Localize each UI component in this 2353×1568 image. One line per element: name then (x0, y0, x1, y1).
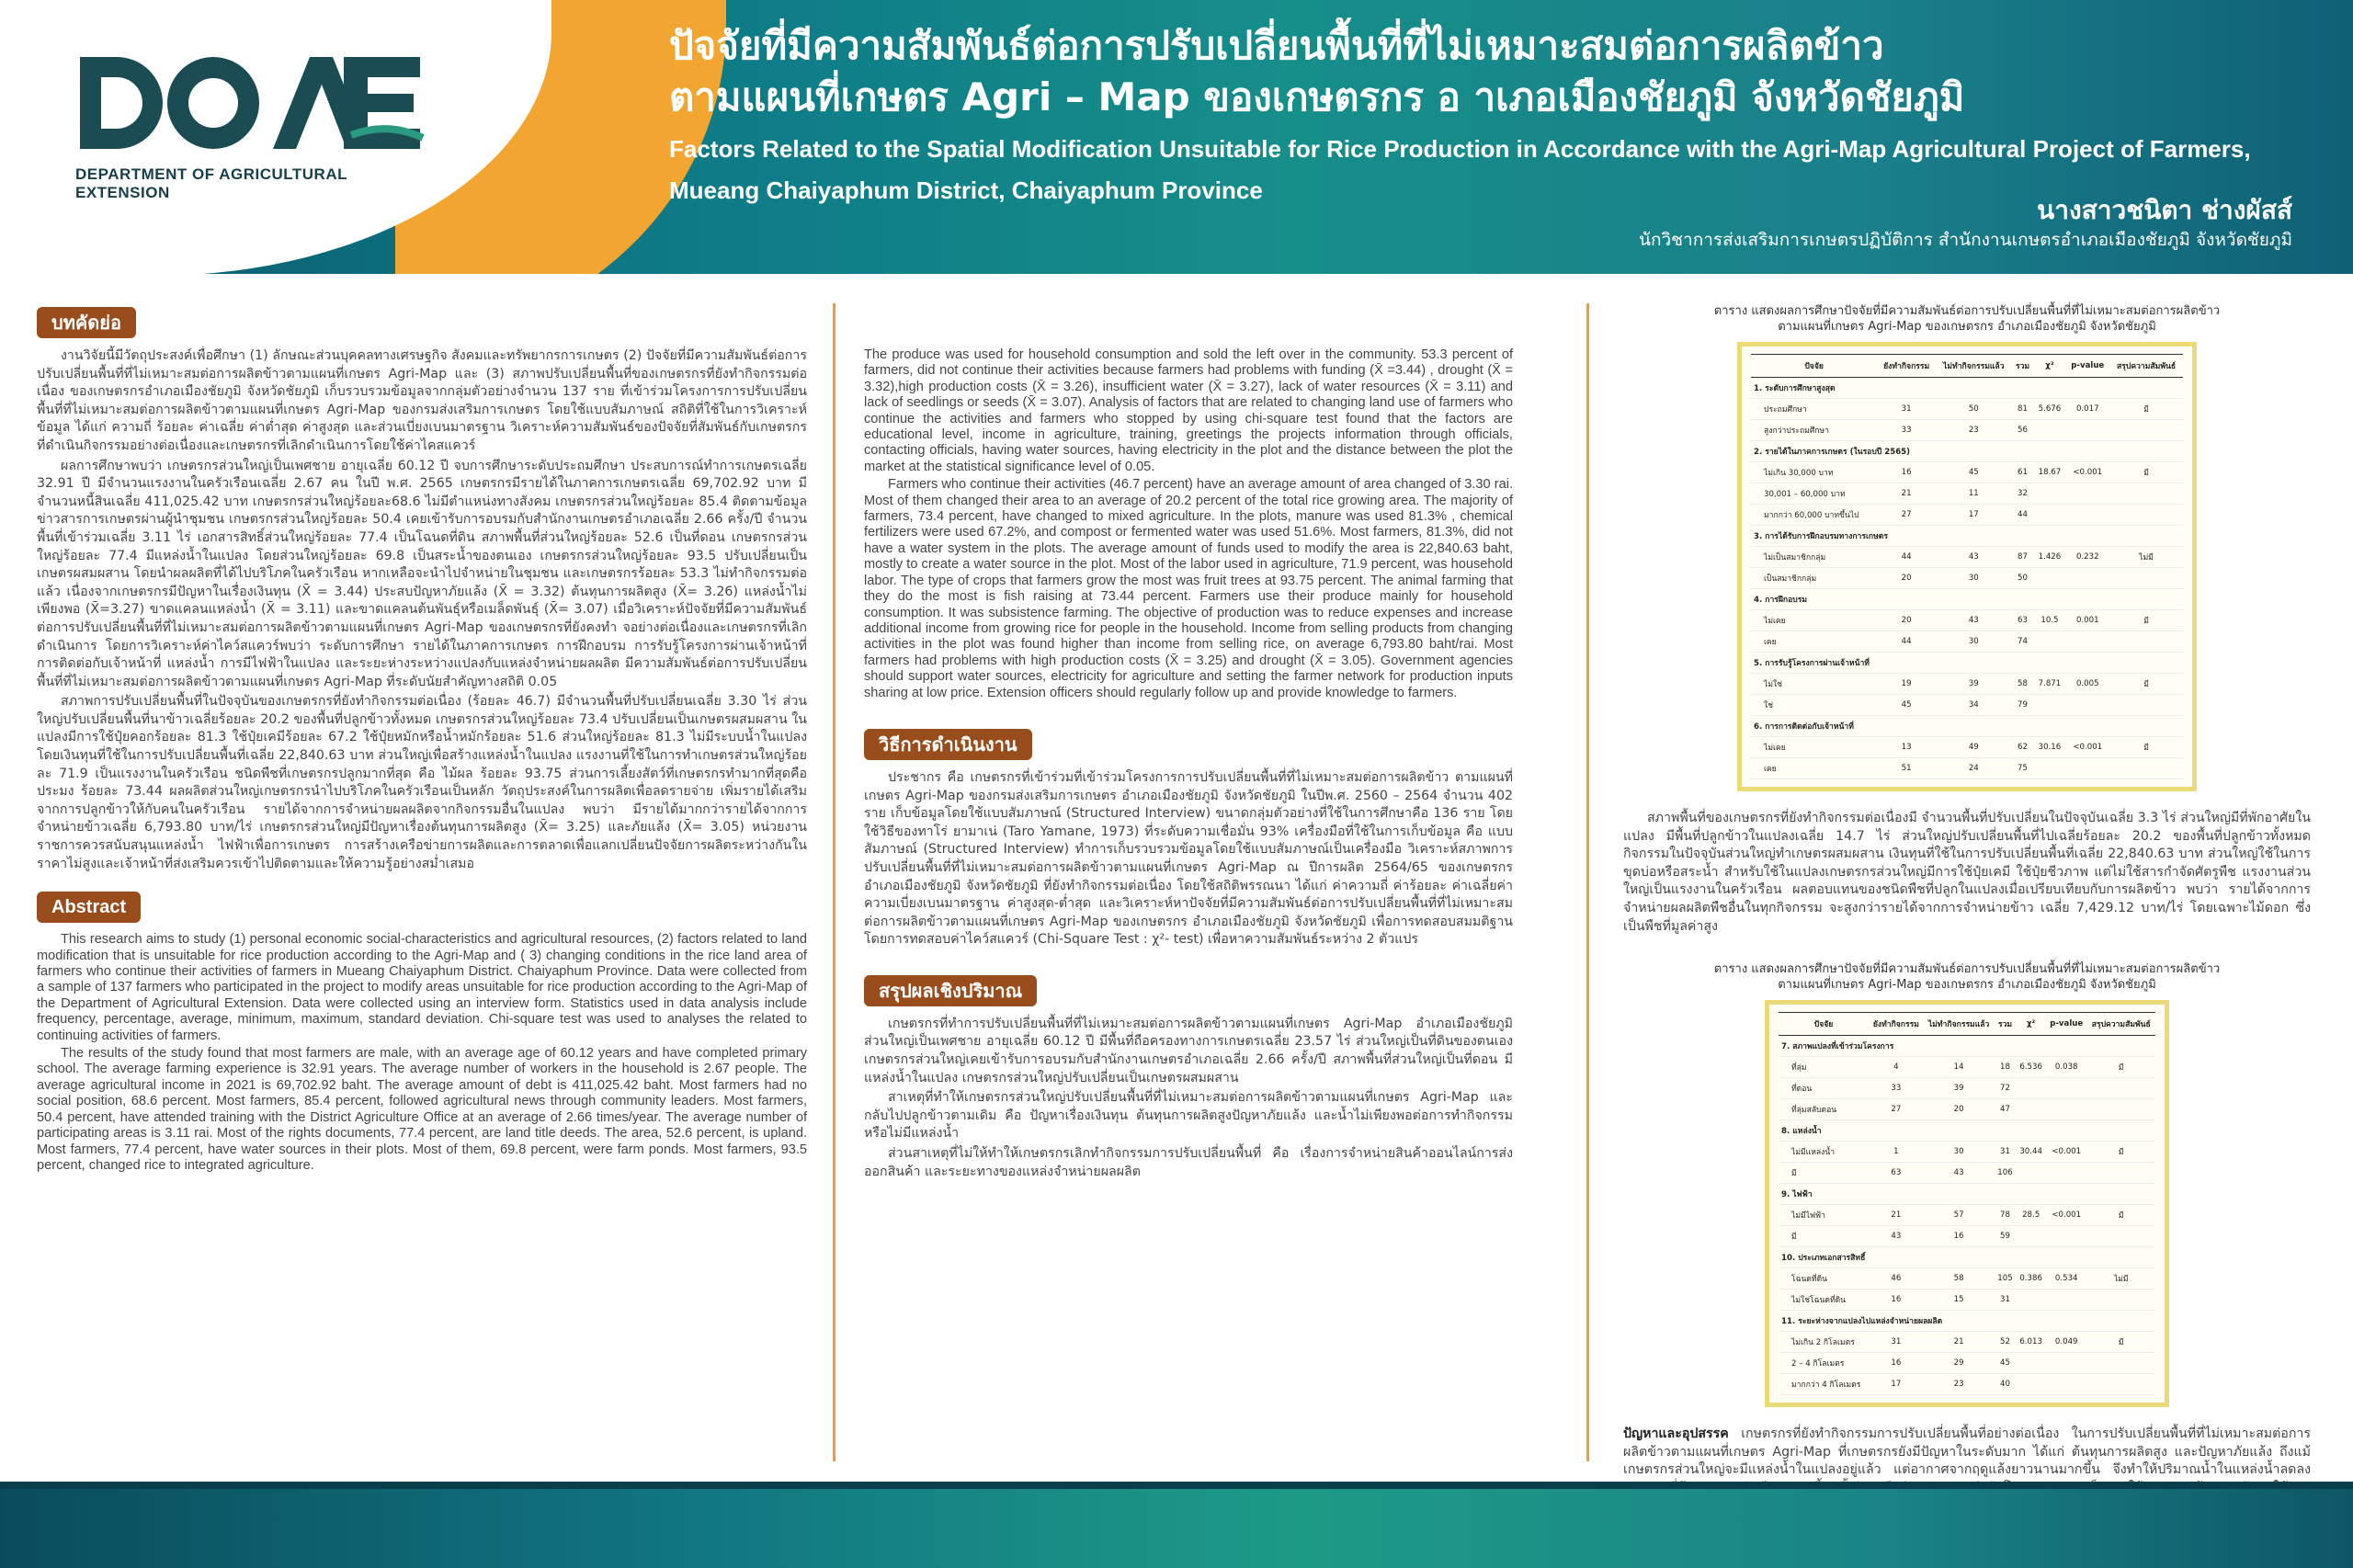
logo-caption: DEPARTMENT OF AGRICULTURAL EXTENSION (75, 165, 347, 201)
table-1-group-row (1751, 716, 2183, 737)
column-divider-1 (833, 303, 835, 1461)
column-middle (864, 303, 1513, 1183)
table-1-cell: 79 (2012, 695, 2034, 716)
table-2-group-label: 8. แหล่งน้ำ (1779, 1120, 2155, 1142)
table-1-cell: 31 (1877, 399, 1936, 420)
table-1-cell (2109, 568, 2183, 589)
table-1-cell: 51 (1877, 758, 1936, 779)
table-2-cell: 46 (1869, 1268, 1924, 1290)
table-1-group-label: 6. การการติดต่อกับเจ้าหน้าที่ (1751, 716, 2183, 737)
table-2-header-cell: p-value (2046, 1013, 2087, 1036)
author-block (1639, 195, 2292, 252)
table-2-header-cell: χ² (2016, 1013, 2046, 1036)
table-1-cell: เคย (1751, 758, 1877, 779)
table-2-cell: 28.5 (2016, 1205, 2046, 1226)
table-1-cell: 63 (2012, 610, 2034, 631)
table-1-cell (2065, 568, 2109, 589)
table-2-row (1779, 1163, 2155, 1184)
table-2-cell: มี (1779, 1226, 1869, 1247)
table-2-cell (2087, 1353, 2155, 1374)
title-thai-line-1: ปัจจัยที่มีความสัมพันธ์ต่อการปรับเปลี่ยนพื้นที่ที่ไม่เหมาะสมต่อการผลิตข้าว (669, 23, 1884, 68)
table-1-cell: 30 (1936, 568, 2011, 589)
table-1-cell (2065, 505, 2109, 526)
table-2-row (1779, 1142, 2155, 1163)
table-1-cell (2109, 758, 2183, 779)
table-1-cell: <0.001 (2065, 462, 2109, 483)
table-2-cell: 4 (1869, 1057, 1924, 1078)
table-1-cell (2109, 483, 2183, 505)
table-2-cell (2046, 1078, 2087, 1099)
table-1-cell: 50 (1936, 399, 2011, 420)
table-1-cell: 33 (1877, 420, 1936, 441)
section-title-abstract-en: Abstract (37, 892, 141, 923)
table-1-cell: 19 (1877, 674, 1936, 695)
table-2-group-label: 11. ระยะห่างจากแปลงไปแหล่งจำหน่ายผลผลิต (1779, 1311, 2155, 1332)
table-2-cell: 106 (1995, 1163, 2017, 1184)
table-2-row (1779, 1099, 2155, 1120)
table-1-cell (2034, 483, 2066, 505)
table-1-group-label: 5. การรับรู้โครงการผ่านเจ้าหน้าที่ (1751, 653, 2183, 674)
table-2-cell: 0.049 (2046, 1332, 2087, 1353)
table-2-cell (2087, 1290, 2155, 1311)
table-1-cell: ไม่เคย (1751, 737, 1877, 758)
table-1-cell (2034, 695, 2066, 716)
table-2-cell: <0.001 (2046, 1142, 2087, 1163)
table-2-cell: ไม่มี (2087, 1268, 2155, 1290)
table-1-cell: มี (2109, 610, 2183, 631)
table-1-cell (2065, 483, 2109, 505)
table-2-cell: 57 (1924, 1205, 1995, 1226)
table-2-cell: 21 (1869, 1205, 1924, 1226)
table-1-cell: 0.232 (2065, 547, 2109, 568)
table-2-header-cell: สรุปความสัมพันธ์ (2087, 1013, 2155, 1036)
table-1-header-cell: สรุปความสัมพันธ์ (2109, 355, 2183, 378)
table-1-row (1751, 505, 2183, 526)
table-2-cell (2016, 1374, 2046, 1395)
table-2-caption-line-2: ตามแผนที่เกษตร Agri-Map ของเกษตรกร อำเภอเมืองชัยภูมิ จังหวัดชัยภูมิ (1778, 978, 2156, 993)
table-2-cell: ที่ดอน (1779, 1078, 1869, 1099)
table-1-group-label: 2. รายได้ในภาคการเกษตร (ในรอบปี 2565) (1751, 441, 2183, 462)
table-2-cell: 39 (1924, 1078, 1995, 1099)
table-2-cell: <0.001 (2046, 1205, 2087, 1226)
table-1-cell: ประถมศึกษา (1751, 399, 1877, 420)
table-2-row (1779, 1332, 2155, 1353)
poster-footer (0, 1482, 2353, 1568)
table-1-group-row (1751, 526, 2183, 547)
title-block (669, 20, 2324, 206)
table-2-header-cell: รวม (1995, 1013, 2017, 1036)
column-left (37, 303, 807, 1176)
table-1-caption-line-1: ตาราง แสดงผลการศึกษาปัจจัยที่มีความสัมพันธ์ต่อการปรับเปลี่ยนพื้นที่ที่ไม่เหมาะสมต่อการผลิตข้าว (1713, 304, 2221, 318)
table-2-cell: 20 (1924, 1099, 1995, 1120)
abstract-th-paragraph-2: ผลการศึกษาพบว่า เกษตรกรส่วนใหญ่เป็นเพศชาย อายุเฉลี่ย 60.12 ปี จบการศึกษาระดับประถมศึกษา ประสบการณ์ทำการเกษตรเฉลี่ย 32.91 ปี มีจำนวนแรงงานในครัวเรือนเฉลี่ย 2.67 คน ในปี พ.ศ. 2565 เกษตรกรมีรายได้ในภาคการเกษตรเฉลี่ย 69,702.92 บาท มีจำนวนหนี้สินเฉลี่ย 411,025.42 บาท เกษตรกรส่วนใหญ่ร้อยละ68.6 ไม่มีตำแหน่งทางสังคม เกษตรกรส่วนใหญ่ร้อยละ 85.4 ติดตามข้อมูลข่าวสารการเกษตรผ่านผู้นำชุมชน เกษตรกรส่วนใหญ่ร้อยละ 50.4 เคยเข้ารับการอบรมกับสำนักงานเกษตรอำเภอเฉลี่ย 2.66 ครั้ง/ปี จำนวนพื้นที่เข้าร่วมเฉลี่ย 3.11 ไร่ เอกสารสิทธิ์ส่วนใหญ่ร้อยละ 77.4 เป็นโฉนดที่ดิน สภาพพื้นที่ส่วนใหญ่ร้อยละ 52.6 เป็นที่ดอน เกษตรกรส่วนใหญ่ร้อยละ 77.4 มีแหล่งน้ำในแปลง โดยส่วนใหญ่ร้อยละ 69.8 เป็นสระน้ำของตนเอง เกษตรกรส่วนใหญ่ร้อยละ 93.5 ปรับเปลี่ยนเป็นเกษตรผสมผสาน โดยนำผลผลิตที่ได้ไปบริโภคในครัวเรือน หากเหลือจะนำไปจำหน่ายในชุมชน และเกษตรกรร้อยละ 53.3 ไม่ทำกิจกรรมต่อแล้ว เนื่องจากเกษตรกรมีปัญหาในเรื่องเงินทุน (X̄ = 3.44) ประสบปัญหาภัยแล้ง (X̄ = 3.32) ต้นทุนการผลิตสูง (X̄= 3.26) แหล่งน้ำไม่เพียงพอ (X̄=3.27) ขาดแคลนแหล่งน้ำ (X̄ = 3.11) และขาดแคลนต้นพันธุ์หรือเมล็ดพันธุ์ (X̄= 3.07) เมื่อวิเคราะห์ปัจจัยที่มีความสัมพันธ์ต่อการปรับเปลี่ยนพื้นที่ที่ไม่เหมาะสมต่อการผลิตข้าวตามแผนที่เกษตร Agri-Map ของเกษตรกรที่ยังคงทำ จอย่างต่อเนื่องและเกษตรกรที่เลิกดำเนินการ โดยการวิเคราะห์ค่าไคว์สแควร์พบว่า ระดับการศึกษา รายได้ในภาคการเกษตร การฝึกอบรม การรับรู้โครงการผ่านเจ้าหน้าที่ การติดต่อกับเจ้าหน้าที่ แหล่งน้ำ การมีไฟฟ้าในแปลง และระยะห่างระหว่างแปลงกับแหล่งจำหน่ายผลผลิต มีความสัมพันธ์ต่อการปรับเปลี่ยนพื้นที่ที่ไม่เหมาะสมต่อการผลิตข้าวตามแผนที่เกษตร Agri-Map ที่ระดับนัยสำคัญทางสถิติ 0.05 (37, 458, 807, 689)
table-2-cell: 1 (1869, 1142, 1924, 1163)
table-2-cell: 33 (1869, 1078, 1924, 1099)
table-2-cell: 17 (1869, 1374, 1924, 1395)
table-1-cell: 43 (1936, 610, 2011, 631)
table-2-cell: 6.013 (2016, 1332, 2046, 1353)
abstract-en-paragraph-2: The results of the study found that most farmers are male, with an average age of 60.12 years and have completed primary school. The average farming experience is 32.91 years. The average number of workers in the household is 2.67 people. The average agricultural income in 2021 is 69,702.92 baht. The average amount of debt is 411,025.42 baht. Most farmers had no social position, 68.6 percent. Most farmers, 85.4 percent, followed agricultural news through community leaders. Most farmers, 50.4 percent, have attended training with the District Agriculture Office at an average of 2.66 times/year. The average number of participating areas is 3.11 rai. Most of the rights documents, 77.4 percent, are land title deeds. The area, 52.6 percent, is upland. Most farmers, 77.4 percent, have water sources in their plots. Most of them, 69.8 percent, were farm ponds. Most farmers, 93.5 percent, changed rice to integrated agriculture. (37, 1046, 807, 1173)
table-1-row (1751, 420, 2183, 441)
table-2-cell: 0.386 (2016, 1268, 2046, 1290)
table-2-group-label: 9. ไฟฟ้า (1779, 1184, 2155, 1205)
table-2-cell: 59 (1995, 1226, 2017, 1247)
table-1-header-cell: χ² (2034, 355, 2066, 378)
table-2-cell: มี (2087, 1332, 2155, 1353)
table-2-cell: 40 (1995, 1374, 2017, 1395)
table-1-row (1751, 695, 2183, 716)
table-1-cell: 45 (1936, 462, 2011, 483)
table-1-cell (2065, 420, 2109, 441)
table-1-cell: 10.5 (2034, 610, 2066, 631)
table-1-group-row (1751, 378, 2183, 399)
table-2-cell (2087, 1078, 2155, 1099)
table-2-cell: ไม่เกิน 2 กิโลเมตร (1779, 1332, 1869, 1353)
table-2-cell: 45 (1995, 1353, 2017, 1374)
table-1-cell (2034, 758, 2066, 779)
table-2-row (1779, 1374, 2155, 1395)
table-1-cell: <0.001 (2065, 737, 2109, 758)
table-2-cell (2016, 1099, 2046, 1120)
table-1-header-cell: ไม่ทำกิจกรรมแล้ว (1936, 355, 2011, 378)
table-2-cell: 78 (1995, 1205, 2017, 1226)
table-2-cell: 14 (1924, 1057, 1995, 1078)
table-2 (1779, 1012, 2155, 1395)
table-2-row (1779, 1290, 2155, 1311)
table-1-cell (2065, 758, 2109, 779)
table-1-cell: มี (2109, 462, 2183, 483)
table-2-row (1779, 1205, 2155, 1226)
table-2-header-cell: ยังทำกิจกรรม (1869, 1013, 1924, 1036)
table-2-cell: 30 (1924, 1142, 1995, 1163)
table-1-row (1751, 399, 2183, 420)
table-2-cell (2016, 1163, 2046, 1184)
table-1-cell: 62 (2012, 737, 2034, 758)
table-2-cell: 2 – 4 กิโลเมตร (1779, 1353, 1869, 1374)
table-1-cell (2109, 695, 2183, 716)
table-1-cell: มากกว่า 60,000 บาทขึ้นไป (1751, 505, 1877, 526)
table-2-cell: โฉนดที่ดิน (1779, 1268, 1869, 1290)
table-1-cell: 87 (2012, 547, 2034, 568)
table-1-cell: 39 (1936, 674, 2011, 695)
table-2-cell: 72 (1995, 1078, 2017, 1099)
table-2-group-row (1779, 1120, 2155, 1142)
table-1-cell: 11 (1936, 483, 2011, 505)
table-1-cell: 34 (1936, 695, 2011, 716)
table-2-cell (2046, 1163, 2087, 1184)
table-1-cell: 30 (1936, 631, 2011, 653)
table-2-cell: 43 (1869, 1226, 1924, 1247)
table-2-cell: 31 (1995, 1290, 2017, 1311)
table-1-group-row (1751, 589, 2183, 610)
column-divider-2 (1586, 303, 1589, 1461)
table-1-frame (1737, 342, 2197, 791)
table-1-group-label: 3. การได้รับการฝึกอบรมทางการเกษตร (1751, 526, 2183, 547)
table-2-cell (2016, 1078, 2046, 1099)
table-1-row (1751, 631, 2183, 653)
table-1-cell: 74 (2012, 631, 2034, 653)
table-1-cell: 45 (1877, 695, 1936, 716)
table-1-cell: สูงกว่าประถมศึกษา (1751, 420, 1877, 441)
table-1-row (1751, 674, 2183, 695)
column-right (1623, 303, 2311, 1517)
table-1-group-row (1751, 653, 2183, 674)
table-1-caption-line-2: ตามแผนที่เกษตร Agri-Map ของเกษตรกร อำเภอเมืองชัยภูมิ จังหวัดชัยภูมิ (1778, 320, 2156, 334)
abstract-en-continued: The produce was used for household consumption and sold the left over in the community. 53.3 percent of farmers, did not continue their activities because farmers had problems with funding (X̄ =3.44) , drought (X̄ = 3.32),high production costs (X̄ = 3.26), insufficient water (X̄ = 3.27), lack of water resources (X̄ = 3.11) and lack of seedlings or seeds (X̄ = 3.07). Analysis of factors that are related to changing land use of farmers who continue the activities and farmers who stopped by using chi-square test found that the factors are educational level, income in agriculture, training, greetings the projects information through officials, contacting officials, having water sources, having electricity in the plot and the distance between the plot the market at the statistical significance level of 0.05. (864, 347, 1513, 474)
table-1-cell: ไม่เป็นสมาชิกกลุ่ม (1751, 547, 1877, 568)
table-2-cell (2046, 1374, 2087, 1395)
table-2-cell: 63 (1869, 1163, 1924, 1184)
table-2-cell (2046, 1290, 2087, 1311)
table-1-cell: 32 (2012, 483, 2034, 505)
table-2-cell: ที่ลุ่มสลับดอน (1779, 1099, 1869, 1120)
table-2-cell: 16 (1869, 1290, 1924, 1311)
table-2-group-row (1779, 1036, 2155, 1057)
table-2-cell: 21 (1924, 1332, 1995, 1353)
table-1-cell: 20 (1877, 568, 1936, 589)
summary-paragraph-1: เกษตรกรที่ทำการปรับเปลี่ยนพื้นที่ที่ไม่เหมาะสมต่อการผลิตข้าวตามแผนที่เกษตร Agri-Map อำเภอเมืองชัยภูมิ ส่วนใหญ่เป็นเพศชาย อายุเฉลี่ย 60.12 ปี มีพื้นที่ถือครองทางการเกษตรเฉลี่ย 23.57 ไร่ ส่วนใหญ่เป็นที่ดินของตนเอง เกษตรกรส่วนใหญ่เคยเข้ารับการอบรมกับสำนักงานเกษตรอำเภอเฉลี่ย 2.66 ครั้ง/ปี สภาพพื้นที่ส่วนใหญ่เป็นที่ดอน มีแหล่งน้ำในแปลง เกษตรกรส่วนใหญ่ปรับเปลี่ยนเป็นเกษตรผสมผสาน (864, 1016, 1513, 1085)
table-2-cell (2016, 1290, 2046, 1311)
table-1-cell: 44 (2012, 505, 2034, 526)
table-1-cell: ไม่เคย (1751, 610, 1877, 631)
table-2-cell: 27 (1869, 1099, 1924, 1120)
table-1-cell: 18.67 (2034, 462, 2066, 483)
summary-paragraph-2: สาเหตุที่ทำให้เกษตรกรส่วนใหญ่ปรับเปลี่ยนพื้นที่ที่ไม่เหมาะสมต่อการผลิตข้าวตามแผนที่เกษตร Agri-Map และกลับไปปลูกข้าวตามเดิม คือ ปัญหาเรื่องเงินทุน ต้นทุนการผลิตสูงปัญหาภัยแล้ง และน้ำไม่เพียงพอต่อการทำกิจกรรมหรือไม่มีแหล่งน้ำ (864, 1090, 1513, 1142)
table-2-cell: 58 (1924, 1268, 1995, 1290)
table-1-row (1751, 610, 2183, 631)
table-2-cell: 105 (1995, 1268, 2017, 1290)
table-1-row (1751, 462, 2183, 483)
table-1-cell: มี (2109, 399, 2183, 420)
table-1-cell: 49 (1936, 737, 2011, 758)
table-1-cell: 56 (2012, 420, 2034, 441)
table-2-cell: 18 (1995, 1057, 2017, 1078)
table-2-header-cell: ไม่ทำกิจกรรมแล้ว (1924, 1013, 1995, 1036)
table-2-cell: ที่ลุ่ม (1779, 1057, 1869, 1078)
table-2-cell (2087, 1226, 2155, 1247)
table-1-cell: 75 (2012, 758, 2034, 779)
doae-logo-mark (75, 48, 425, 158)
table-2-cell (2016, 1353, 2046, 1374)
section-title-method: วิธีการดำเนินงาน (864, 729, 1032, 760)
table-1-cell: 23 (1936, 420, 2011, 441)
table-1-cell: 43 (1936, 547, 2011, 568)
table-1-cell (2109, 631, 2183, 653)
table-2-cell: 0.038 (2046, 1057, 2087, 1078)
table-1-cell: 0.017 (2065, 399, 2109, 420)
table-2-group-label: 10. ประเภทเอกสารสิทธิ์ (1779, 1247, 2155, 1268)
table-1-cell (2109, 420, 2183, 441)
table-2-cell: 30.44 (2016, 1142, 2046, 1163)
table-1-cell (2034, 420, 2066, 441)
table-1-cell: มี (2109, 737, 2183, 758)
table-2-cell (2016, 1226, 2046, 1247)
table-2-cell (2046, 1099, 2087, 1120)
author-affiliation: นักวิชาการส่งเสริมการเกษตรปฏิบัติการ สำนักงานเกษตรอำเภอเมืองชัยภูมิ จังหวัดชัยภูมิ (1639, 230, 2292, 250)
table-2-row (1779, 1078, 2155, 1099)
table-1-header-row (1751, 355, 2183, 378)
table-2-cell: มี (1779, 1163, 1869, 1184)
area-condition-paragraph: สภาพพื้นที่ของเกษตรกรที่ยังทำกิจกรรมต่อเนื่องมี จำนวนพื้นที่ปรับเปลี่ยนในปัจจุบันเฉลี่ย 3.3 ไร่ ส่วนใหญ่มีที่พักอาศัยในแปลง มีพื้นที่ปลูกข้าวในแปลงเฉลี่ย 14.7 ไร่ ส่วนใหญ่ปรับเปลี่ยนพื้นที่ไปเฉลี่ยร้อยละ 20.2 ของพื้นที่ปลูกข้าวทั้งหมด กิจกรรมในปัจจุบันส่วนใหญ่ทำเกษตรผสมผสาน เงินทุนที่ใช้ในการปรับเปลี่ยนพื้นที่เฉลี่ย 22,840.63 บาท ส่วนใหญ่ใช้ในการขุดบ่อหรือสระน้ำ สำหรับใช้ในแปลงเกษตรกรส่วนใหญ่มีการใช้ปุ๋ยเคมี ใช้ปุ๋ยชีวภาพ แต่ไม่ใช้สารกำจัดศัตรูพืช แรงงานส่วนใหญ่เป็นแรงงานในครัวเรือน ผลตอบแทนของชนิดพืชที่ปลูกในแปลงเมื่อเปรียบเทียบกับการผลิตข้าว พบว่า รายได้จากการจำหน่ายผลผลิตพืชอื่นในทุกกิจกรรม จะสูงกว่ารายได้จากการจำหน่ายข้าว เฉลี่ย 7,429.12 บาท/ไร่ โดยเฉพาะไม้ดอก ซึ่งเป็นพืชที่มูลค่าสูง (1623, 811, 2311, 934)
method-paragraph: ประชากร คือ เกษตรกรที่เข้าร่วมที่เข้าร่วมโครงการการปรับเปลี่ยนพื้นที่ที่ไม่เหมาะสมต่อการผลิตข้าว ตามแผนที่เกษตร Agri-Map ของกรมส่งเสริมการเกษตร อำเภอเมืองชัยภูมิ จังหวัดชัยภูมิ ในปีพ.ศ. 2560 – 2564 จำนวน 402 ราย เก็บข้อมูลโดยใช้แบบสัมภาษณ์ (Structured Interview) ขนาดกลุ่มตัวอย่างที่ใช้ในการศึกษาคือ 136 ราย โดยใช้วิธีของทาโร่ ยามาเน่ (Taro Yamane, 1973) ที่ระดับความเชื่อมั่น 93% เครื่องมือที่ใช้ในการเก็บข้อมูล คือ แบบสัมภาษณ์ (Structured Interview) ทำการเก็บรวบรวมข้อมูลโดยใช้แบบสัมภาษณ์เป็นเครื่องมือ วิเคราะห์สภาพการปรับเปลี่ยนพื้นที่ที่ไม่เหมาะสมต่อการผลิตข้าวตามแผนที่เกษตร Agri-Map ณ ปีการผลิต 2564/65 ของเกษตรกร อำเภอเมืองชัยภูมิ จังหวัดชัยภูมิ ที่ยังทำกิจกรรมต่อเนื่อง โดยใช้สถิติพรรณนา ได้แก่ ค่าความถี่ ค่าร้อยละ ค่าเฉลี่ยค่าความเบี่ยงเบนมาตรฐาน ค่าสูงสุด-ต่ำสุด และวิเคราะห์หาปัจจัยที่มีความสัมพันธ์ต่อการปรับเปลี่ยนพื้นที่ที่ไม่เหมาะสมต่อการผลิตข้าวตามแผนที่เกษตร Agri-Map ของเกษตรกร อำเภอเมืองชัยภูมิ จังหวัดชัยภูมิ เพื่อการทดสอบสมมติฐาน โดยการทดสอบค่าไคว์สแควร์ (Chi-Square Test : χ²- test) เพื่อหาความสัมพันธ์ระหว่าง 2 ตัวแปร (864, 769, 1513, 948)
table-1-cell: 58 (2012, 674, 2034, 695)
table-1-header-cell: ยังทำกิจกรรม (1877, 355, 1936, 378)
table-2-row (1779, 1353, 2155, 1374)
table-2-cell: 29 (1924, 1353, 1995, 1374)
table-2-cell (2087, 1099, 2155, 1120)
table-1-cell: 50 (2012, 568, 2034, 589)
table-1-header-cell: p-value (2065, 355, 2109, 378)
table-2-header-row (1779, 1013, 2155, 1036)
section-title-abstract-th: บทคัดย่อ (37, 307, 136, 338)
table-2-row (1779, 1057, 2155, 1078)
title-english-line-1: Factors Related to the Spatial Modification Unsuitable for Rice Production in Accordance with the Agri-Map Agricultural Project of Farmers, (669, 135, 2251, 163)
table-1 (1751, 354, 2183, 779)
table-1-cell: 7.871 (2034, 674, 2066, 695)
table-2-group-row (1779, 1247, 2155, 1268)
table-2-cell: 6.536 (2016, 1057, 2046, 1078)
table-1-cell: 27 (1877, 505, 1936, 526)
table-1-cell: เป็นสมาชิกกลุ่ม (1751, 568, 1877, 589)
table-2-cell: ไม่มีไฟฟ้า (1779, 1205, 1869, 1226)
table-2-cell: 16 (1924, 1226, 1995, 1247)
table-2-cell: ไม่ใช่โฉนดที่ดิน (1779, 1290, 1869, 1311)
table-1-cell: 16 (1877, 462, 1936, 483)
table-1-caption (1623, 303, 2311, 335)
table-2-cell: มี (2087, 1205, 2155, 1226)
table-2-cell: 0.534 (2046, 1268, 2087, 1290)
table-2-cell: มี (2087, 1142, 2155, 1163)
table-1-cell: ใช่ (1751, 695, 1877, 716)
table-2-caption-line-1: ตาราง แสดงผลการศึกษาปัจจัยที่มีความสัมพันธ์ต่อการปรับเปลี่ยนพื้นที่ที่ไม่เหมาะสมต่อการผลิตข้าว (1713, 962, 2221, 977)
title-english-line-2: Mueang Chaiyaphum District, Chaiyaphum Province (669, 176, 1263, 204)
table-1-cell (2034, 631, 2066, 653)
table-1-row (1751, 568, 2183, 589)
abstract-th-paragraph-1: งานวิจัยนี้มีวัตถุประสงค์เพื่อศึกษา (1) ลักษณะส่วนบุคคลทางเศรษฐกิจ สังคมและทรัพยากรการเกษตร (2) ปัจจัยที่มีความสัมพันธ์ต่อการปรับเปลี่ยนพื้นที่ที่ไม่เหมาะสมต่อการผลิตข้าวตามแผนที่เกษตร Agri-Map และ (3) สภาพปรับเปลี่ยนพื้นที่ของเกษตรกรที่ยังทำกิจกรรมต่อเนื่อง ของเกษตรกรอำเภอเมืองชัยภูมิ จังหวัดชัยภูมิ เก็บรวบรวมข้อมูลจากกลุ่มตัวอย่างจำนวน 137 ราย ที่เข้าร่วมโครงการการปรับเปลี่ยนพื้นที่ที่ไม่เหมาะสมต่อการผลิตข้าวตามแผนที่เกษตร Agri-Map ของกรมส่งเสริมการเกษตร โดยใช้แบบสัมภาษณ์ สถิติที่ใช้ในการวิเคราะห์ข้อมูล ได้แก่ ความถี่ ร้อยละ ค่าเฉลี่ย ค่าต่ำสุด ค่าสูงสุด และส่วนเบี่ยงเบนมาตรฐาน วิเคราะห์ความสัมพันธ์ของปัจจัยที่สัมพันธ์กับเกษตรกรที่ดำเนินกิจกรรมอย่างต่อเนื่องและเกษตรกรที่เลิกดำเนินการโดยใช้ค่าไคสแควร์ (37, 348, 807, 453)
table-1-cell: 0.001 (2065, 610, 2109, 631)
table-1-cell (2109, 505, 2183, 526)
table-2-cell: 47 (1995, 1099, 2017, 1120)
table-2-cell: 43 (1924, 1163, 1995, 1184)
table-2-group-label: 7. สภาพแปลงที่เข้าร่วมโครงการ (1779, 1036, 2155, 1057)
table-2-row (1779, 1226, 2155, 1247)
table-1-row (1751, 737, 2183, 758)
table-2-cell: มี (2087, 1057, 2155, 1078)
table-1-cell: 30,001 – 60,000 บาท (1751, 483, 1877, 505)
table-1-header-cell: ปัจจัย (1751, 355, 1877, 378)
table-2-cell: 15 (1924, 1290, 1995, 1311)
table-2-group-row (1779, 1184, 2155, 1205)
table-2-cell: มากกว่า 4 กิโลเมตร (1779, 1374, 1869, 1395)
table-1-row (1751, 483, 2183, 505)
table-2-header-cell: ปัจจัย (1779, 1013, 1869, 1036)
table-1-cell: 1.426 (2034, 547, 2066, 568)
table-2-cell: 23 (1924, 1374, 1995, 1395)
table-1-cell: ไม่เกิน 30,000 บาท (1751, 462, 1877, 483)
table-1-cell: 24 (1936, 758, 2011, 779)
table-2-cell: ไม่มีแหล่งน้ำ (1779, 1142, 1869, 1163)
table-1-cell: 81 (2012, 399, 2034, 420)
table-2-cell (2046, 1226, 2087, 1247)
poster-header (0, 0, 2353, 274)
table-1-row (1751, 547, 2183, 568)
abstract-en-paragraph-3: Farmers who continue their activities (46.7 percent) have an average amount of area changed of 3.30 rai. Most of them changed their area to an average of 20.2 percent of the total rice growing area. The majority of farmers, 73.4 percent, have changed to mixed agriculture. In the plots, manure was used 81.3% , chemical fertilizers were used 67.2%, and compost or fermented water was used 51.6%. Most farmers, 81.3%, did not have a water system in the plots. The average amount of funds used to modify the area is 22,840.63 baht, mostly to create a water source in the plot. Most of the labor used in agriculture, 71.9 percent, was household labor. The type of crops that farmers grow the most was fruit trees at 93.75 percent. The animal farming that they do the most is fish raising at 73.44 percent. Farmers use their produce mainly for household consumption. It was subsistence farming. The objective of production was to reduce expenses and increase additional income from growing rice for people in the household. Income from selling products from changing activities in the plot was found higher than income from selling rice, on average 6,793.80 baht/rai. Most farmers had problems with high production costs (X̄ = 3.25) and drought (X̄ = 3.05). Government agencies should support water sources, electricity for agriculture and setting the farmer network for production inputs sharing at low price. Extension officers should regularly follow up and provide knowledge to farmers. (864, 477, 1513, 700)
table-2-group-row (1779, 1311, 2155, 1332)
table-1-cell (2034, 568, 2066, 589)
table-1-group-label: 4. การฝึกอบรม (1751, 589, 2183, 610)
table-1-cell (2034, 505, 2066, 526)
table-1-cell: 0.005 (2065, 674, 2109, 695)
table-2-cell (2046, 1353, 2087, 1374)
summary-paragraph-3: ส่วนสาเหตุที่ไม่ให้ทำให้เกษตรกรเลิกทำกิจกรรมการปรับเปลี่ยนพื้นที่ คือ เรื่องการจำหน่ายสินค้าออนไลน์การส่งออกสินค้า และระยะทางของแหล่งจำหน่ายผลผลิต (864, 1146, 1513, 1179)
table-1-header-cell: รวม (2012, 355, 2034, 378)
author-name: นางสาวชนิตา ช่างผัสส์ (2037, 195, 2292, 225)
table-2-frame (1765, 1000, 2169, 1407)
problems-text: เกษตรกรที่ยังทำกิจกรรมการปรับเปลี่ยนพื้นที่อย่างต่อเนื่อง ในการปรับเปลี่ยนพื้นที่ที่ไม่เหมาะสมต่อการผลิตข้าวตามแผนที่เกษตร Agri-Map ที่เกษตรกรยังมีปัญหาในระดับมาก ได้แก่ ต้นทุนการผลิตสูง และปัญหาภัยแล้ง ถึงแม้เกษตรกรส่วนใหญ่จะมีแหล่งน้ำในแปลงอยู่แล้ว แต่อากาศจากฤดูแล้งยาวนานมากขึ้น จึงทำให้ปริมาณน้ำในแหล่งน้ำลดลง (1623, 1426, 2311, 1478)
table-2-cell: 31 (1869, 1332, 1924, 1353)
table-1-cell: ไม่มี (2109, 547, 2183, 568)
table-1-cell: 30.16 (2034, 737, 2066, 758)
table-1-row (1751, 758, 2183, 779)
title-thai-line-2: ตามแผนที่เกษตร Agri – Map ของเกษตรกร อ าเภอเมืองชัยภูมิ จังหวัดชัยภูมิ (669, 74, 1965, 119)
table-2-caption (1623, 961, 2311, 993)
table-2-cell (2087, 1374, 2155, 1395)
table-2-cell: 52 (1995, 1332, 2017, 1353)
table-1-cell: 20 (1877, 610, 1936, 631)
table-1-cell: 44 (1877, 547, 1936, 568)
doae-logo (75, 48, 425, 204)
table-2-row (1779, 1268, 2155, 1290)
table-2-cell (2087, 1163, 2155, 1184)
table-2-cell: 31 (1995, 1142, 2017, 1163)
table-1-group-row (1751, 441, 2183, 462)
table-1-cell: ไม่ใช่ (1751, 674, 1877, 695)
problems-label: ปัญหาและอุปสรรค (1623, 1426, 1729, 1442)
abstract-en-paragraph-1: This research aims to study (1) personal economic social-characteristics and agricultural resources, (2) factors related to land modification that is unsuitable for rice production according to the Agri-Map and ( 3) changing conditions in the rice land area of farmers who continue their activities of farmers in Mueang Chaiyaphum District. Chaiyaphum Province. Data were collected from a sample of 137 farmers who participated in the project to modify areas unsuitable for rice production according to the Agri-Map of the Department of Agricultural Extension. Data were collected using an interview form. Statistics used in data analysis include frequency, percentage, average, minimum, maximum, standard deviation. Chi-square test was used to analyses the related to continuing activities of farmers. (37, 932, 807, 1043)
table-1-cell: 21 (1877, 483, 1936, 505)
section-title-summary: สรุปผลเชิงปริมาณ (864, 975, 1037, 1006)
table-1-cell (2065, 695, 2109, 716)
table-1-cell: 5.676 (2034, 399, 2066, 420)
table-1-group-label: 1. ระดับการศึกษาสูงสุด (1751, 378, 2183, 399)
table-1-cell: 44 (1877, 631, 1936, 653)
table-1-cell: มี (2109, 674, 2183, 695)
table-1-cell: เคย (1751, 631, 1877, 653)
table-1-cell (2065, 631, 2109, 653)
table-1-cell: 17 (1936, 505, 2011, 526)
abstract-th-paragraph-3: สภาพการปรับเปลี่ยนพื้นที่ในปัจจุบันของเกษตรกรที่ยังทำกิจกรรมต่อเนื่อง (ร้อยละ 46.7) มีจำนวนพื้นที่ปรับเปลี่ยนเฉลี่ย 3.30 ไร่ ส่วนใหญ่ปรับเปลี่ยนพื้นที่นาข้าวเฉลี่ยร้อยละ 20.2 ของพื้นที่ปลูกข้าวทั้งหมด เกษตรกรส่วนใหญ่ร้อยละ 73.4 ปรับเปลี่ยนเป็นเกษตรผสมผสาน ในแปลงมีการใช้ปุ๋ยคอกร้อยละ 81.3 ใช้ปุ๋ยเคมีร้อยละ 67.2 ใช้ปุ๋ยหมักหรือน้ำหมักร้อยละ 51.6 ส่วนใหญ่ร้อยละ 81.3 ไม่มีระบบน้ำในแปลง โดยเงินทุนที่ใช้ในการปรับเปลี่ยนพื้นที่เฉลี่ย 22,840.63 บาท ส่วนใหญ่เพื่อสร้างแหล่งน้ำในแปลง แรงงานที่ใช้ในการทำเกษตรส่วนใหญ่ร้อยละ 71.9 เป็นแรงงานในครัวเรือน ชนิดพืชที่เกษตรกรปลูกมากที่สุด คือ ไม้ผล ร้อยละ 93.75 ส่วนการเลี้ยงสัตว์ที่เกษตรกรทำมากที่สุดคือ ประมง ร้อยละ 73.44 ผลผลิตส่วนใหญ่เกษตรกรนำไปบริโภคในครัวเรือนเป็นหลัก วัตถุประสงค์ในการผลิตเพื่อลดรายจ่าย เพิ่มรายได้เสริมจากการปลูกข้าวให้กับคนในครัวเรือน รายได้จากการจำหน่ายผลผลิตจากกิจกรรมอื่นในแปลง พบว่า มีรายได้มากกว่ารายได้จากการจำหน่ายข้าวเฉลี่ย 6,793.80 บาท/ไร่ เกษตรกรส่วนใหญ่มีปัญหาเรื่องต้นทุนการผลิตสูง (X̄= 3.25) และภัยแล้ง (X̄= 3.05) หน่วยงานราชการควรสนับสนุนแหล่งน้ำ ไฟฟ้าเพื่อการเกษตร การสร้างเครือข่ายการผลิตและการตลาดเพื่อแลกเปลี่ยนปัจจัยการผลิตระหว่างกันในราคาไม่สูงและเจ้าหน้าที่ส่งเสริมควรเข้าไปติดตามและให้ความรู้อย่างสม่ำเสมอ (37, 694, 807, 871)
table-1-cell: 61 (2012, 462, 2034, 483)
table-2-cell: 16 (1869, 1353, 1924, 1374)
footer-stripe (0, 1482, 2353, 1489)
table-1-cell: 13 (1877, 737, 1936, 758)
